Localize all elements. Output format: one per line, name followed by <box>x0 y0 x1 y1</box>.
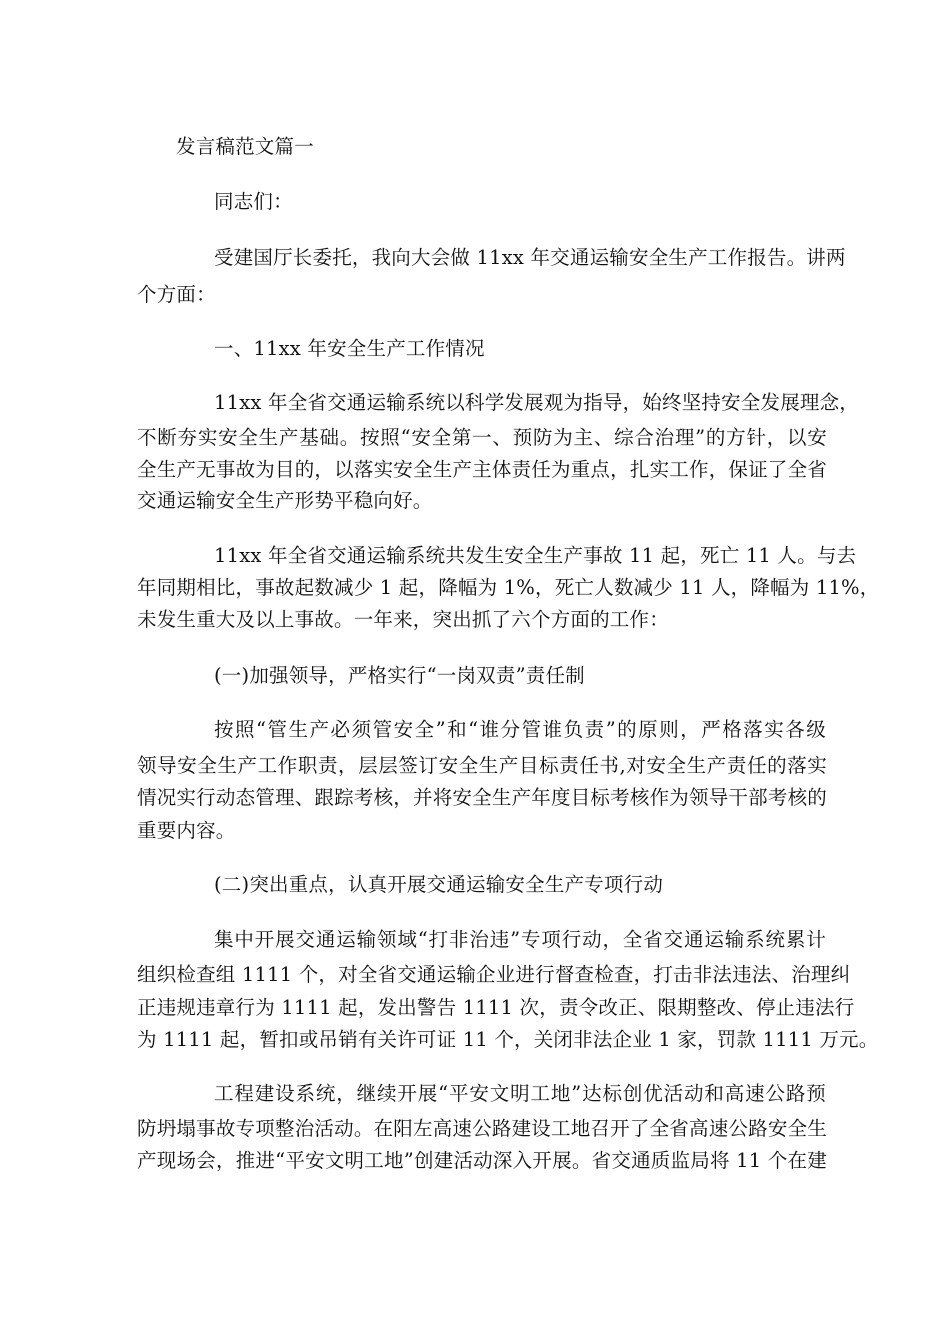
paragraph-line: 11xx 年全省交通运输系统以科学发展观为指导，始终坚持安全发展理念， <box>214 391 860 414</box>
paragraph-line: 防坍塌事故专项整治活动。在阳左高速公路建设工地召开了全省高速公路安全生 <box>137 1117 827 1140</box>
paragraph-line: 未发生重大及以上事故。一年来，突出抓了六个方面的工作： <box>137 608 669 631</box>
paragraph-line: 重要内容。 <box>137 819 236 842</box>
section-heading: 一、11xx 年安全生产工作情况 <box>214 337 485 360</box>
paragraph-line: 11xx 年全省交通运输系统共发生安全生产事故 11 起，死亡 11 人。与去 <box>214 544 857 567</box>
paragraph-line: 全生产无事故为目的，以落实安全生产主体责任为重点，扎实工作，保证了全省 <box>137 458 827 481</box>
paragraph-line: 正违规违章行为 1111 起，发出警告 1111 次，责令改正、限期整改、停止违法行 <box>137 996 855 1019</box>
paragraph-line: 个方面： <box>137 283 216 306</box>
paragraph-line: 组织检查组 1111 个，对全省交通运输企业进行督查检查，打击非法违法、治理纠 <box>137 963 851 986</box>
subsection-heading: (一)加强领导，严格实行“一岗双责”责任制 <box>214 664 585 687</box>
paragraph-line: 年同期相比，事故起数减少 1 起，降幅为 1%，死亡人数减少 11 人，降幅为 11%， <box>137 576 880 599</box>
paragraph-line: 情况实行动态管理、跟踪考核，并将安全生产年度目标考核作为领导干部考核的 <box>137 786 827 809</box>
paragraph-line: 交通运输安全生产形势平稳向好。 <box>137 489 433 512</box>
paragraph-line: 不断夯实安全生产基础。按照“安全第一、预防为主、综合治理”的方针，以安 <box>137 426 827 449</box>
paragraph-line: 受建国厅长委托，我向大会做 11xx 年交通运输安全生产工作报告。讲两 <box>214 246 846 269</box>
paragraph-line: 集中开展交通运输领域“打非治违”专项行动，全省交通运输系统累计 <box>214 928 826 951</box>
paragraph-line: 工程建设系统，继续开展“平安文明工地”达标创优活动和高速公路预 <box>214 1082 826 1105</box>
paragraph-line: 产现场会，推进“平安文明工地”创建活动深入开展。省交通质监局将 11 个在建 <box>137 1149 827 1172</box>
paragraph-line: 领导安全生产工作职责，层层签订安全生产目标责任书,对安全生产责任的落实 <box>137 754 827 777</box>
subsection-heading: (二)突出重点，认真开展交通运输安全生产专项行动 <box>214 873 664 896</box>
salutation: 同志们： <box>214 190 293 213</box>
paragraph-line: 按照“管生产必须管安全”和“谁分管谁负责”的原则，严格落实各级 <box>214 718 826 741</box>
document-title: 发言稿范文篇一 <box>176 135 314 158</box>
paragraph-line: 为 1111 起，暂扣或吊销有关许可证 11 个，关闭非法企业 1 家，罚款 1111 万元。 <box>137 1028 879 1051</box>
